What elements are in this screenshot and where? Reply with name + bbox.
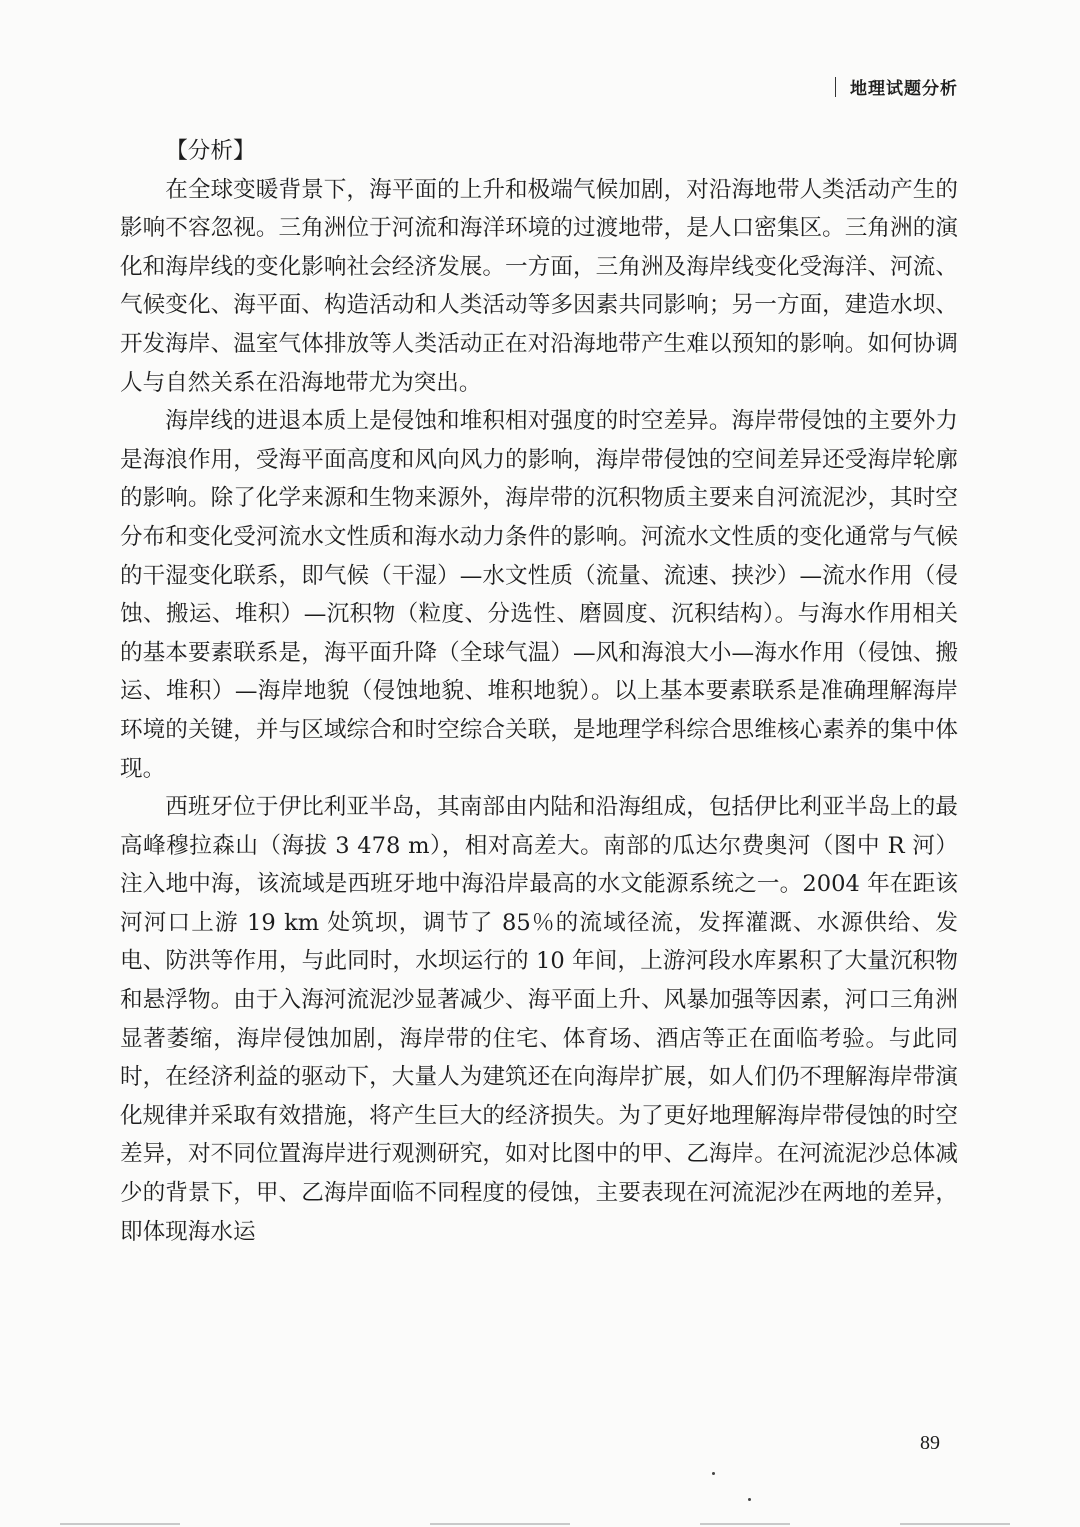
scan-edge-mark: [430, 1523, 570, 1525]
scan-speck: [712, 1472, 715, 1475]
scan-edge-mark: [900, 1523, 1010, 1525]
paragraph: 西班牙位于伊比利亚半岛，其南部由内陆和沿海组成，包括伊比利亚半岛上的最高峰穆拉森山（海拔 3 478 m），相对高差大。南部的瓜达尔费奥河（图中 R 河）注入地中海，该流域是西班牙地中海沿岸最高的水文能源系统之一。2004 年在距该河河口上游 19 km 处筑坝，调节了 85％的流域径流，发挥灌溉、水源供给、发电、防洪等作用，与此同时，水坝运行的 10 年间，上游河段水库累积了大量沉积物和悬浮物。由于入海河流泥沙显著减少、海平面上升、风暴加强等因素，河口三角洲显著萎缩，海岸侵蚀加剧，海岸带的住宅、体育场、酒店等正在面临考验。与此同时，在经济利益的驱动下，大量人为建筑还在向海岸扩展，如人们仍不理解海岸带演化规律并采取有效措施，将产生巨大的经济损失。为了更好地理解海岸带侵蚀的时空差异，对不同位置海岸进行观测研究，如对比图中的甲、乙海岸。在河流泥沙总体减少的背景下，甲、乙海岸面临不同程度的侵蚀，主要表现在河流泥沙在两地的差异，即体现海水运: [120, 794, 958, 1245]
scan-speck: [748, 1498, 751, 1501]
page-body: [120, 132, 958, 1251]
scan-edge-mark: [60, 1523, 180, 1525]
header-title: 地理试题分析: [850, 79, 958, 99]
section-title: 【分析】: [165, 138, 256, 164]
paragraph: 海岸线的进退本质上是侵蚀和堆积相对强度的时空差异。海岸带侵蚀的主要外力是海浪作用，受海平面高度和风向风力的影响，海岸带侵蚀的空间差异还受海岸轮廓的影响。除了化学来源和生物来源外，海岸带的沉积物质主要来自河流泥沙，其时空分布和变化受河流水文性质和海水动力条件的影响。河流水文性质的变化通常与气候的干湿变化联系，即气候（干湿）—水文性质（流量、流速、挟沙）—流水作用（侵蚀、搬运、堆积）—沉积物（粒度、分选性、磨圆度、沉积结构）。与海水作用相关的基本要素联系是，海平面升降（全球气温）—风和海浪大小—海水作用（侵蚀、搬运、堆积）—海岸地貌（侵蚀地貌、堆积地貌）。以上基本要素联系是准确理解海岸环境的关键，并与区域综合和时空综合关联，是地理学科综合思维核心素养的集中体现。: [120, 408, 958, 782]
page-number: 89: [920, 1432, 940, 1454]
scan-edge-mark: [700, 1523, 790, 1525]
header-divider: [835, 77, 837, 97]
paragraph: 在全球变暖背景下，海平面的上升和极端气候加剧，对沿海地带人类活动产生的影响不容忽视。三角洲位于河流和海洋环境的过渡地带，是人口密集区。三角洲的演化和海岸线的变化影响社会经济发展。一方面，三角洲及海岸线变化受海洋、河流、气候变化、海平面、构造活动和人类活动等多因素共同影响；另一方面，建造水坝、开发海岸、温室气体排放等人类活动正在对沿海地带产生难以预知的影响。如何协调人与自然关系在沿海地带尤为突出。: [120, 176, 958, 396]
running-header: [835, 74, 959, 99]
